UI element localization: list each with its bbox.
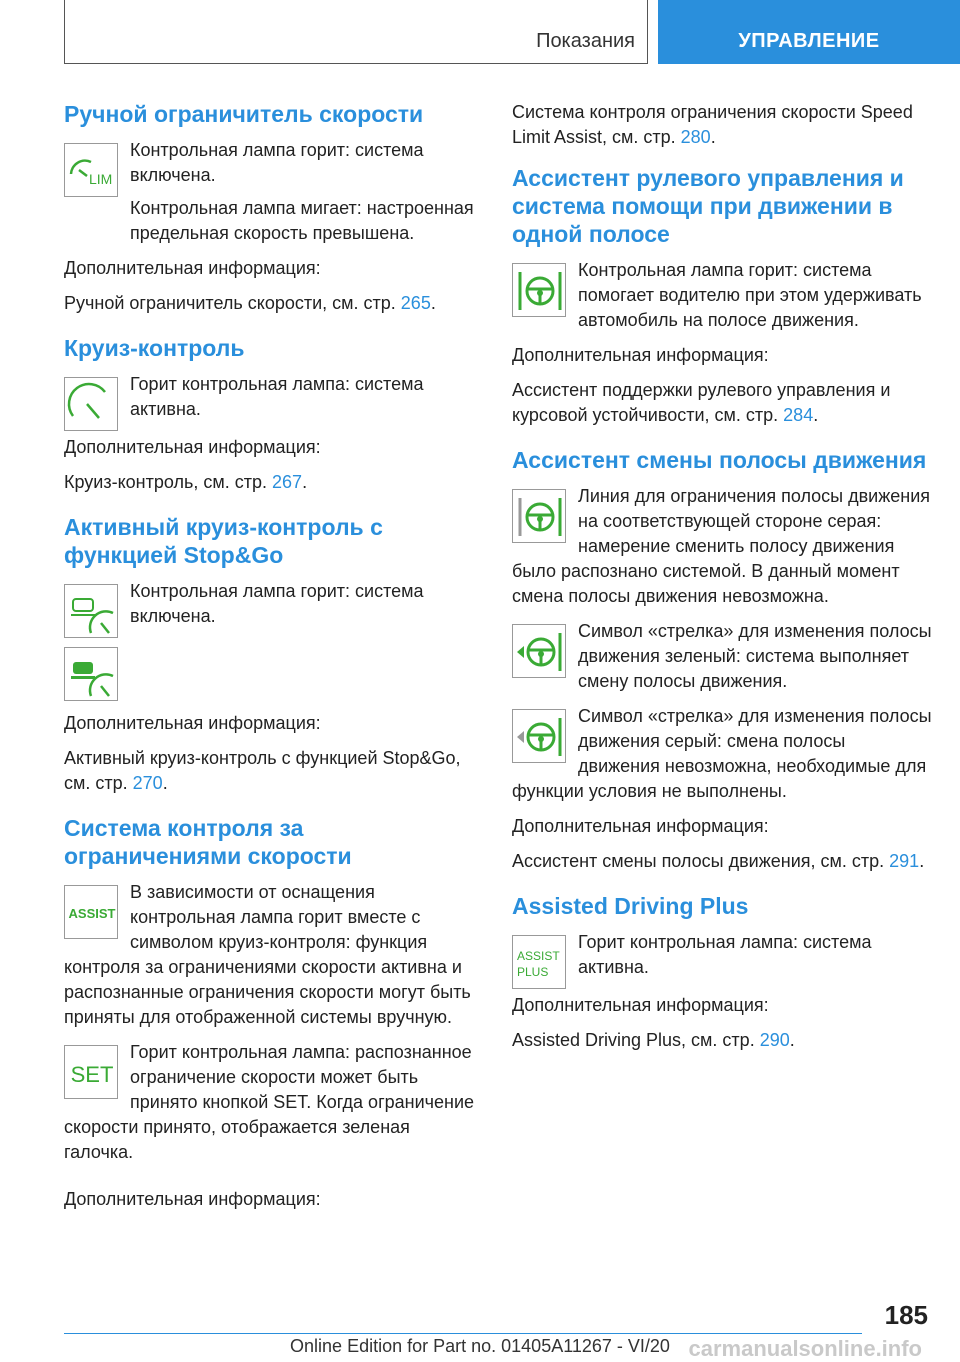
manual-limiter-desc-2: Контрольная лампа мигает: настроенная предельная скорость превышена.: [130, 198, 474, 243]
section-title-manual-limiter: Ручной ограничитель скорости: [64, 101, 424, 127]
section-title-cruise: Круиз-контроль: [64, 335, 245, 361]
icon-block-cruise: [64, 372, 484, 435]
section-title-lane-change: Ассистент смены полосы движения: [512, 447, 927, 473]
more-info-label: Дополнительная информация:: [64, 713, 321, 733]
svg-text:LIM: LIM: [89, 171, 113, 187]
icon-block-lane-1: [512, 484, 932, 619]
icon-block-lane-2: [512, 619, 932, 704]
footer-edition: Online Edition for Part no. 01405A11267 - VI/20: [290, 1336, 670, 1356]
more-info-label: Дополнительная информация:: [64, 437, 321, 457]
left-column: [64, 100, 484, 1222]
section-title-assisted-driving: Assisted Driving Plus: [512, 893, 749, 919]
icon-block-lim: [64, 138, 484, 256]
steering-desc: Контрольная лампа горит: система помогает водителю при этом удерживать автомобиль на полосе движения.: [578, 260, 922, 330]
icon-block-acc: [64, 579, 484, 642]
header-chapter-tab[interactable]: [658, 0, 960, 64]
acc-ref: Активный круиз-контроль с функцией Stop&Go, см. стр. 270.: [64, 748, 461, 793]
icon-block-steering: [512, 258, 932, 343]
speed-limit-assist-ref: Система контроля ограничения скорости Speed Limit Assist, см. стр. 280.: [512, 102, 913, 147]
header-section: Показания: [536, 30, 635, 52]
acc-filled-icon: [64, 647, 118, 701]
watermark: carmanualsonline.info: [688, 1336, 922, 1361]
page-link[interactable]: 284: [783, 405, 814, 425]
lane-desc-2: Символ «стрелка» для изменения полосы движения зеленый: система выполняет смену полосы движения.: [578, 621, 932, 691]
page-link[interactable]: 270: [132, 773, 163, 793]
page-number: 185: [884, 1300, 928, 1330]
lim-icon: [64, 143, 118, 197]
page-link[interactable]: 280: [680, 127, 711, 147]
icon-block-acc-2: [64, 642, 484, 705]
icon-block-set: [64, 1040, 484, 1175]
acc-desc: Контрольная лампа горит: система включена.: [130, 581, 424, 626]
page-link[interactable]: 291: [889, 851, 920, 871]
section-title-acc: Активный круиз-контроль с функцией Stop&Go: [64, 514, 383, 568]
more-info-label: Дополнительная информация:: [512, 816, 769, 836]
svg-text:ASSIST: ASSIST: [517, 949, 560, 963]
icon-block-assist-plus: [512, 930, 932, 993]
lane-ref: Ассистент смены полосы движения, см. стр. 291.: [512, 851, 925, 871]
manual-limiter-ref: Ручной ограничитель скорости, см. стр. 265.: [64, 293, 436, 313]
assist-icon: [64, 885, 118, 939]
more-info-label: Дополнительная информация:: [64, 258, 321, 278]
assist-plus-desc: Горит контрольная лампа: система активна.: [578, 932, 872, 977]
footer-divider: [64, 1333, 862, 1334]
cruise-control-icon: [64, 377, 118, 431]
icon-block-assist: [64, 880, 484, 1040]
right-column: [512, 100, 932, 1063]
svg-text:PLUS: PLUS: [517, 965, 549, 979]
more-info-label: Дополнительная информация:: [512, 345, 769, 365]
steering-ref: Ассистент поддержки рулевого управления и курсовой устойчивости, см. стр. 284.: [512, 380, 891, 425]
cruise-desc: Горит контрольная лампа: система активна.: [130, 374, 424, 419]
svg-text:SET: SET: [70, 1062, 114, 1087]
steering-wheel-icon: [512, 263, 566, 317]
cruise-ref: Круиз-контроль, см. стр. 267.: [64, 472, 308, 492]
lane-line-gray-icon: [512, 489, 566, 543]
speed-control-desc-1: В зависимости от оснащения контрольная лампа горит вместе с символом круиз-контроля: функция контроля за ограничениями скорости активна и распознанные ограничения скорости могут быть приняты для отображенной системы вручную.: [64, 882, 471, 1027]
page-link[interactable]: 265: [400, 293, 431, 313]
manual-limiter-desc-1: Контрольная лампа горит: система включена.: [130, 140, 424, 185]
more-info-label: Дополнительная информация:: [512, 995, 769, 1015]
page-link[interactable]: 267: [272, 472, 303, 492]
lane-arrow-green-icon: [512, 624, 566, 678]
lane-desc-3: Символ «стрелка» для изменения полосы движения серый: смена полосы движения невозможна, необходимые для функции условия не выполнены.: [512, 706, 932, 801]
more-info-label: Дополнительная информация:: [64, 1189, 321, 1209]
section-title-speed-control: Система контроля за ограничениями скорости: [64, 815, 352, 869]
header-chapter: УПРАВЛЕНИЕ: [738, 30, 880, 52]
set-icon: [64, 1045, 118, 1099]
section-title-steering-assist: Ассистент рулевого управления и система помощи при движении в одной полосе: [512, 165, 904, 247]
assist-plus-icon: [512, 935, 566, 989]
icon-block-lane-3: [512, 704, 932, 814]
acc-outline-icon: [64, 584, 118, 638]
page-link[interactable]: 290: [759, 1030, 790, 1050]
lane-arrow-gray-icon: [512, 709, 566, 763]
lane-desc-1: Линия для ограничения полосы движения на соответствующей стороне серая: намерение сменить полосу движения было распознано системой. В данный момент смена полосы движения невозможна.: [512, 486, 931, 606]
assist-plus-ref: Assisted Driving Plus, см. стр. 290.: [512, 1030, 795, 1050]
header-section-box: [64, 0, 648, 64]
svg-text:ASSIST: ASSIST: [68, 906, 116, 921]
speed-control-desc-2: Горит контрольная лампа: распознанное ограничение скорости может быть принято кнопкой SET. Когда ограничение скорости принято, отображается зеленая галочка.: [64, 1042, 475, 1162]
